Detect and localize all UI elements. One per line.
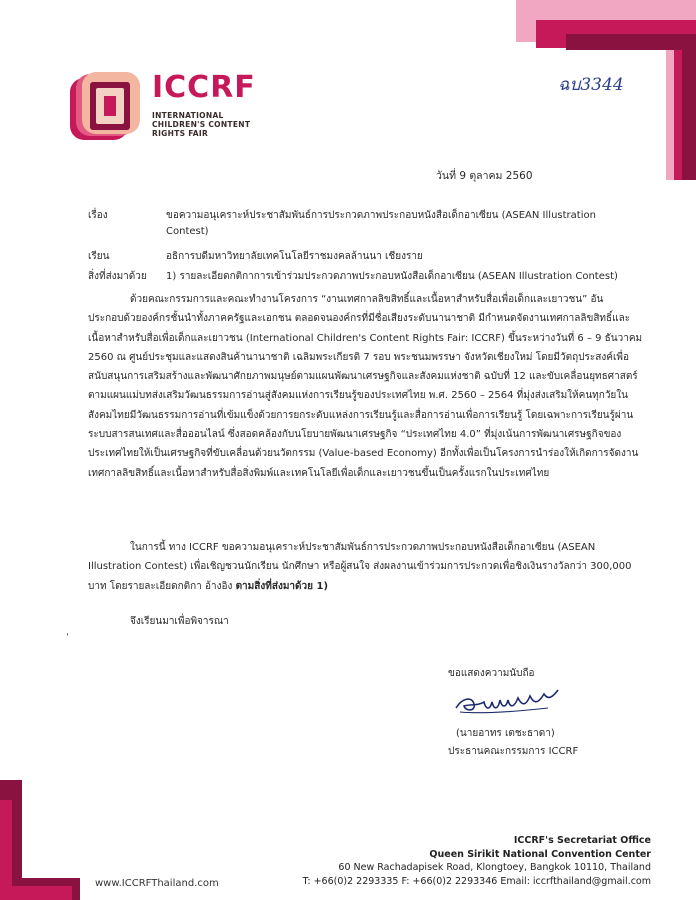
paragraph-line: ด้วยคณะกรรมการและคณะทำงานโครงการ “งานเทศกาลลิขสิทธิ์และเนื้อหาสำหรับสื่อเพื่อเด็กและเยาวชน” อัน — [130, 294, 604, 305]
paragraph-line: สังคมไทยมีวัฒนธรรมการอ่านที่เข้มแข็งด้วยการยกระดับแหล่งการเรียนรู้และสื่อการอ่านเพื่อการเรียนรู้ โดยเฉพาะการเรียนรู้ผ่าน — [88, 409, 634, 421]
paragraph-line: Illustration Contest) เพื่อเชิญชวนนักเรียน นักศึกษา หรือผู้สนใจ ส่งผลงานเข้าร่วมการประกวดเพื่อชิงเงินรางวัลกว่า 300,000 — [88, 561, 632, 573]
paragraph-line: ประกอบด้วยองค์กรชั้นนำทั้งภาคครัฐและเอกชน ตลอดจนองค์กรที่มีชื่อเสียงระดับนานาชาติ มีกำหนดจัดงานเทศกาลลิขสิทธิ์และ — [88, 313, 631, 325]
to-label: เรียน — [88, 251, 110, 262]
subject-label: เรื่อง — [88, 210, 108, 221]
subject-line: ขอความอนุเคราะห์ประชาสัมพันธ์การประกวดภาพประกอบหนังสือเด็กอาเซียน (ASEAN Illustration — [166, 210, 596, 221]
handwritten-reference-text: ฉบ3344 — [558, 75, 624, 95]
paragraph-line: ประเทศไทยให้เป็นเศรษฐกิจที่ขับเคลื่อนด้วยนวัตกรรม (Value-based Economy) อีกทั้งเพื่อเป็นโครงการนำร่องให้เกิดการจัดงาน — [88, 448, 639, 460]
closing-line: จึงเรียนมาเพื่อพิจารณา — [130, 616, 229, 627]
footer-address-block — [303, 834, 651, 888]
paragraph-line: ระบบสารสนเทศและสื่อออนไลน์ ซึ่งสอดคล้องกับนโยบายพัฒนาเศรษฐกิจ “ประเทศไทย 4.0” ที่มุ่งเน้นการพัฒนาเศรษฐกิจของ — [88, 429, 622, 441]
iccrf-logo-icon — [70, 72, 140, 144]
paragraph-line: เทศกาลลิขสิทธิ์และเนื้อหาสำหรับสื่อสิ่งพิมพ์และเทคโนโลยีเพื่อเด็กและเยาวชนขึ้นเป็นครั้งแรกในประเทศไทย — [88, 467, 550, 479]
attachment-reference: ตามสิ่งที่ส่งมาด้วย 1) — [235, 580, 329, 592]
body-paragraph-2 — [88, 538, 644, 596]
body-paragraph-1 — [88, 290, 644, 483]
paragraph-line: ตามแผนแม่บทส่งเสริมวัฒนธรรมการอ่านสู่สังคมแห่งการเรียนรู้ของประเทศไทย พ.ศ. 2560 – 2564 ที่มุ่งส่งเสริมให้คนทุกวัยใน — [88, 390, 629, 402]
regards-text: ขอแสดงความนับถือ — [448, 668, 535, 679]
signer-title: ประธานคณะกรรมการ ICCRF — [448, 746, 579, 757]
footer-venue: Queen Sirikit National Convention Center — [429, 848, 651, 860]
footer-contact: T: +66(0)2 2293335 F: +66(0)2 2293346 Email: iccrfthailand@gmail.com — [302, 875, 651, 887]
logo-name: ICCRF — [152, 70, 256, 105]
to-value: อธิการบดีมหาวิทยาลัยเทคโนโลยีราชมงคลล้านนา เชียงราย — [166, 251, 423, 262]
footer-website[interactable]: www.ICCRFThailand.com — [95, 878, 219, 889]
footer-address: 60 New Rachadapisek Road, Klongtoey, Bangkok 10110, Thailand — [338, 862, 651, 873]
attachment-value: 1) รายละเอียดกติกาการเข้าร่วมประกวดภาพประกอบหนังสือเด็กอาเซียน (ASEAN Illustration Contest) — [166, 271, 618, 282]
paragraph-line: ในการนี้ ทาง ICCRF ขอความอนุเคราะห์ประชาสัมพันธ์การประกวดภาพประกอบหนังสือเด็กอาเซียน (ASEAN — [130, 542, 596, 553]
logo-subtitle-line: RIGHTS FAIR — [152, 129, 209, 138]
paragraph-line: สนับสนุนการเสริมสร้างและพัฒนาศักยภาพมนุษย์ตามแผนพัฒนาเศรษฐกิจและสังคมแห่งชาติ ฉบับที่ 12 และขับเคลื่อนยุทธศาสตร์ — [88, 371, 638, 383]
logo-subtitle — [152, 111, 250, 138]
signature-image — [452, 684, 562, 718]
paragraph-line: เนื้อหาสำหรับสื่อเพื่อเด็กและเยาวชน (International Children's Content Rights Fair: ICCRF) ขึ้นระหว่างวันที่ 6 – 9 ธันวาคม — [88, 332, 643, 344]
footer-office: ICCRF's Secretariat Office — [513, 835, 651, 846]
handwritten-reference — [556, 70, 646, 98]
subject-value — [166, 208, 636, 240]
corner-decoration-bottom-left — [0, 780, 90, 900]
paragraph-line: 2560 ณ ศูนย์ประชุมและแสดงสินค้านานาชาติ เฉลิมพระเกียรติ 7 รอบ พระชนมพรรษา จังหวัดเชียงใหม่ โดยมีวัตถุประสงค์เพื่อ — [88, 351, 629, 363]
attachment-label: สิ่งที่ส่งมาด้วย — [88, 271, 147, 282]
paragraph-line: บาท โดยรายละเอียดกติกา อ้างอิง ตามสิ่งที่ส่งมาด้วย 1) — [88, 580, 329, 592]
letter-date: วันที่ 9 ตุลาคม 2560 — [436, 170, 533, 182]
logo-subtitle-line: INTERNATIONAL — [152, 111, 224, 120]
subject-line: Contest) — [166, 226, 209, 237]
margin-mark: ' — [66, 632, 69, 643]
logo-subtitle-line: CHILDREN'S CONTENT — [152, 120, 251, 129]
signer-name: (นายอาทร เตชะธาดา) — [456, 728, 555, 739]
